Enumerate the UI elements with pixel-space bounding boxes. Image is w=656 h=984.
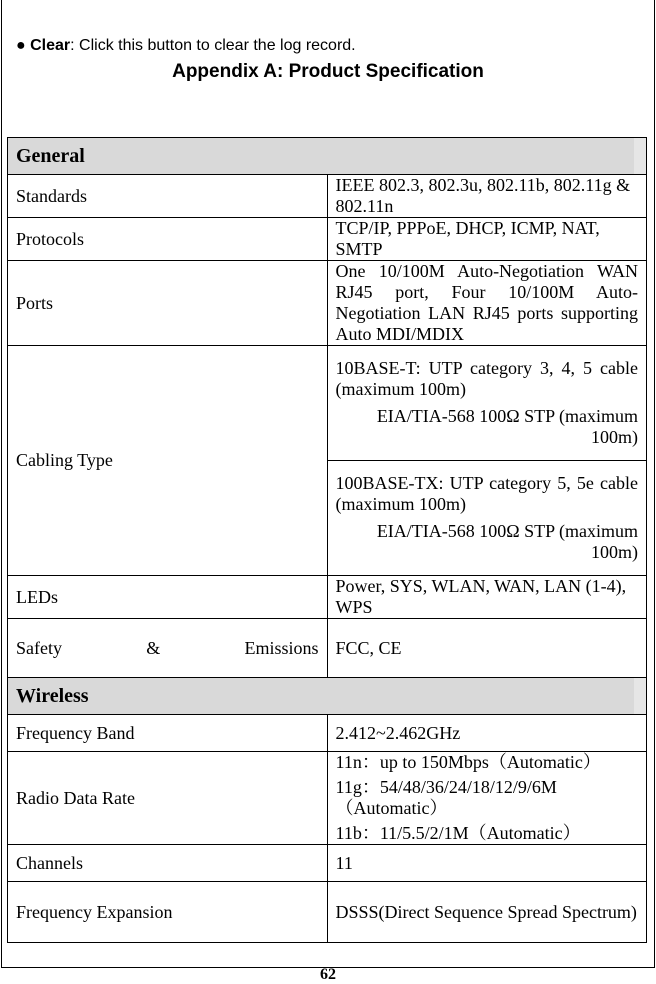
- row-value-standards: IEEE 802.3, 802.3u, 802.11b, 802.11g & 802.11n: [327, 175, 647, 218]
- row-value-leds: Power, SYS, WLAN, WAN, LAN (1-4), WPS: [327, 576, 647, 619]
- specification-table: [7, 137, 647, 943]
- row-value-frequency-expansion: DSSS(Direct Sequence Spread Spectrum): [327, 882, 647, 943]
- row-label-safety-emissions: Safety & Emissions: [8, 619, 328, 678]
- radio-rate-11n: 11n：up to 150Mbps（Automatic）: [335, 752, 601, 772]
- row-label-radio-data-rate: Radio Data Rate: [8, 752, 328, 845]
- row-label-channels: Channels: [8, 845, 328, 882]
- table-row: [8, 619, 647, 678]
- row-value-ports: One 10/100M Auto-Negotiation WAN RJ45 port, Four 10/100M Auto-Negotiation LAN RJ45 ports supporting Auto MDI/MDIX: [327, 261, 647, 346]
- table-row: [8, 218, 647, 261]
- appendix-title: Appendix A: Product Specification: [172, 61, 484, 82]
- section-header-general: General: [8, 138, 647, 175]
- table-row: [8, 845, 647, 882]
- section-header-wireless: Wireless: [8, 678, 647, 715]
- table-row: [8, 346, 647, 461]
- cabling-10base-t-utp: 10BASE-T: UTP category 3, 4, 5 cable (maximum 100m): [335, 358, 638, 399]
- page-border-right: [654, 0, 655, 968]
- row-label-standards: Standards: [8, 175, 328, 218]
- table-row: [8, 576, 647, 619]
- page-number: 62: [320, 966, 336, 983]
- cabling-100base-tx-utp: 100BASE-TX: UTP category 5, 5e cable (maximum 100m): [335, 473, 638, 514]
- cabling-10base-t-stp: EIA/TIA-568 100Ω STP (maximum 100m): [376, 406, 638, 447]
- row-value-cabling-10base-t: [327, 346, 647, 461]
- clear-description: : Click this button to clear the log record.: [70, 37, 356, 54]
- row-value-channels: 11: [327, 845, 647, 882]
- row-value-safety-emissions: FCC, CE: [327, 619, 647, 678]
- page-border-left: [1, 0, 2, 968]
- row-label-leds: LEDs: [8, 576, 328, 619]
- radio-rate-11g: 11g：54/48/36/24/18/12/9/6M（Automatic）: [335, 777, 557, 818]
- clear-term: Clear: [30, 37, 71, 54]
- table-row: [8, 752, 647, 845]
- row-value-frequency-band: 2.412~2.462GHz: [327, 715, 647, 752]
- bullet: ●: [16, 37, 26, 54]
- cabling-100base-tx-stp: EIA/TIA-568 100Ω STP (maximum 100m): [376, 521, 638, 562]
- row-label-ports: Ports: [8, 261, 328, 346]
- table-row: [8, 261, 647, 346]
- table-row: [8, 175, 647, 218]
- row-label-frequency-expansion: Frequency Expansion: [8, 882, 328, 943]
- row-value-radio-data-rate: [327, 752, 647, 845]
- row-value-cabling-100base-tx: [327, 461, 647, 576]
- clear-note: [16, 37, 356, 55]
- row-label-frequency-band: Frequency Band: [8, 715, 328, 752]
- row-label-protocols: Protocols: [8, 218, 328, 261]
- radio-rate-11b: 11b：11/5.5/2/1M（Automatic）: [335, 823, 581, 843]
- table-row: [8, 882, 647, 943]
- table-row: [8, 715, 647, 752]
- row-label-cabling-type: Cabling Type: [8, 346, 328, 576]
- row-value-protocols: TCP/IP, PPPoE, DHCP, ICMP, NAT, SMTP: [327, 218, 647, 261]
